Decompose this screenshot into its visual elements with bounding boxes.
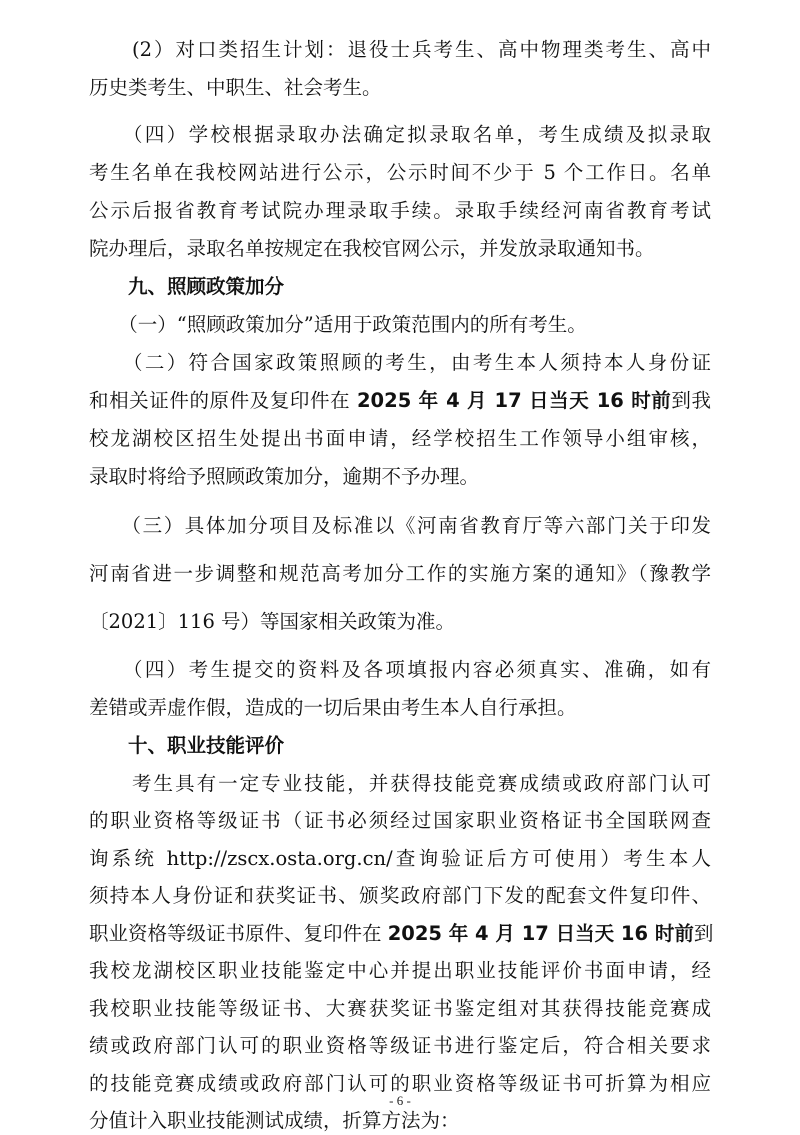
text-segment: 到我 — [671, 389, 711, 412]
text-segment: 职业资格等级证书原件、复印件在 — [89, 921, 388, 945]
paragraph-line: 我校职业技能等级证书、大赛获奖证书鉴定组对其获得技能竞赛成 — [89, 996, 711, 1020]
section-heading-preferential-policy: 九、照顾政策加分 — [89, 275, 285, 298]
paragraph-line: 公示后报省教育考试院办理录取手续。录取手续经河南省教育考试 — [89, 199, 711, 222]
paragraph-line: （四）学校根据录取办法确定拟录取名单，考生成绩及拟录取 — [89, 123, 711, 146]
text-segment: 和相关证件的原件及复印件在 — [89, 389, 357, 412]
deadline-bold-text: 2025 年 4 月 17 日当天 16 时前 — [387, 921, 694, 945]
paragraph-line: 录取时将给予照顾政策加分，逾期不予办理。 — [89, 465, 480, 488]
text-segment: 到 — [693, 921, 714, 945]
paragraph-line: （四）考生提交的资料及各项填报内容必须真实、准确，如有 — [89, 658, 711, 681]
paragraph-line: 分值计入职业技能测试成绩，折算方法为： — [89, 1109, 460, 1132]
paragraph-line: 河南省进一步调整和规范高考加分工作的实施方案的通知》（豫教学 — [89, 562, 711, 585]
page-number: - 6 - — [389, 1093, 411, 1108]
paragraph-line — [89, 387, 711, 415]
paragraph-line: 绩或政府部门认可的职业资格等级证书进行鉴定后，符合相关要求 — [89, 1034, 711, 1057]
paragraph-line: （三）具体加分项目及标准以《河南省教育厅等六部门关于印发 — [89, 514, 711, 537]
paragraph-line: 考生名单在我校网站进行公示，公示时间不少于 5 个工作日。名单 — [89, 161, 711, 184]
paragraph-line: 的技能竞赛成绩或政府部门认可的职业资格等级证书可折算为相应 — [89, 1071, 711, 1095]
paragraph-line: （二）符合国家政策照顾的考生，由考生本人须持本人身份证 — [89, 351, 711, 374]
paragraph-line: 我校龙湖校区职业技能鉴定中心并提出职业技能评价书面申请，经 — [89, 959, 711, 982]
paragraph-line: 差错或弄虚作假，造成的一切后果由考生本人自行承担。 — [89, 696, 577, 719]
deadline-bold-text: 2025 年 4 月 17 日当天 16 时前 — [356, 389, 672, 412]
paragraph-line: 考生具有一定专业技能，并获得技能竞赛成绩或政府部门认可 — [89, 771, 711, 795]
paragraph-line: 历史类考生、中职生、社会考生。 — [89, 76, 382, 99]
paragraph-line: 询系统 http://zscx.osta.org.cn/查询验证后方可使用）考生本人 — [89, 846, 711, 870]
section-heading-vocational-skills: 十、职业技能评价 — [89, 734, 285, 757]
paragraph-line: 校龙湖校区招生处提出书面申请，经学校招生工作领导小组审核， — [89, 427, 711, 450]
paragraph-line: （一）“照顾政策加分”适用于政策范围内的所有考生。 — [89, 313, 587, 336]
paragraph-line: (2）对口类招生计划：退役士兵考生、高中物理类考生、高中 — [89, 38, 711, 61]
paragraph-line: 〔2021〕116 号）等国家相关政策为准。 — [89, 610, 456, 633]
paragraph-line — [89, 920, 714, 948]
paragraph-line: 院办理后，录取名单按规定在我校官网公示，并发放录取通知书。 — [89, 237, 655, 260]
paragraph-line: 的职业资格等级证书（证书必须经过国家职业资格证书全国联网查 — [89, 809, 711, 832]
paragraph-line: 须持本人身份证和获奖证书、颁奖政府部门下发的配套文件复印件、 — [89, 884, 711, 907]
